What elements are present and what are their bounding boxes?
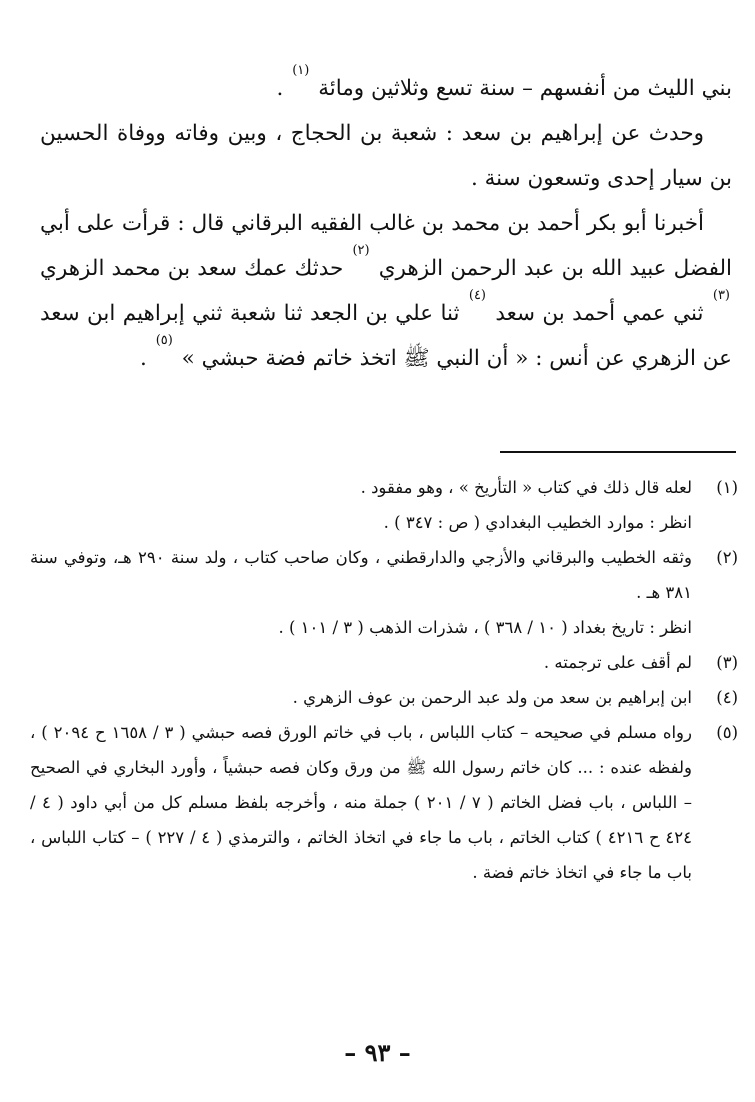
footnote-line: وثقه الخطيب والبرقاني والأزجي والدارقطني ، وكان صاحب كتاب ، ولد سنة ٢٩٠ هـ، وتوفي سنة ٣٨١ هـ . [30,548,692,602]
footnote-2 [30,540,738,645]
paragraph-2 [40,111,732,201]
footnote-line: رواه مسلم في صحيحه – كتاب اللباس ، باب في خاتم الورق فصه حبشي ( ٣ / ١٦٥٨ ح ٢٠٩٤ ) ، ولفظه عنده : ... كان خاتم رسول الله ﷺ من ورق وكان فصه حبشياً ، وأورد البخاري في الصحيح – اللباس ، باب فضل الخاتم ( ٧ / ٢٠١ ) جملة منه ، وأخرجه بلفظ مسلم كل من أبي داود ( ٤ / ٤٢٤ ح ٤٢١٦ ) كتاب الخاتم ، باب ما جاء في اتخاذ الخاتم ، والترمذي ( ٤ / ٢٢٧ ) – كتاب اللباس ، باب ما جاء في اتخاذ خاتم فضة . [30,723,693,882]
main-text [40,63,732,381]
footnote-line: لعله قال ذلك في كتاب « التأريخ » ، وهو مفقود . [360,478,692,497]
footnote-number: (٥) [716,723,738,742]
footnote-number: (١) [716,478,738,497]
text-segment: . [276,76,291,101]
footnote-number: (٤) [716,688,738,707]
text-segment: بني الليث من أنفسهم – سنة تسع وثلاثين ومائة [311,76,732,101]
footnotes [30,470,738,890]
footnote-4 [30,680,738,715]
footnote-body [30,470,692,540]
paragraph-1 [40,63,732,111]
footnote-divider [500,451,736,453]
text-segment: حدثك عمك سعد بن محمد الزهري [40,256,351,281]
text-segment: وحدث عن إبراهيم بن سعد : شعبة بن الحجاج ، وبين وفاته ووفاة الحسين بن سيار إحدى وتسعون سنة . [40,121,732,191]
footnote-body [30,680,692,715]
footnote-5 [30,715,738,890]
footnote-ref-2: (٢) [352,243,370,258]
footnote-ref-3: (٣) [712,288,730,303]
footnote-number: (٢) [716,548,738,567]
page-number: – ٩٣ – [344,1038,411,1067]
footnote-number: (٣) [716,653,738,672]
footnote-1 [30,470,738,540]
footnote-line: انظر : تاريخ بغداد ( ١٠ / ٣٦٨ ) ، شذرات الذهب ( ٣ / ١٠١ ) . [278,618,692,637]
footnote-ref-5: (٥) [155,333,173,348]
text-segment: ثني عمي أحمد بن سعد [488,301,711,326]
footnote-body [30,540,692,645]
text-segment: ثنا علي بن الجعد ثنا شعبة ثني إبراهيم ابن سعد عن الزهري عن أنس : « أن النبي ﷺ اتخذ خاتم فضة حبشي » [40,301,732,371]
footnote-line: انظر : موارد الخطيب البغدادي ( ص : ٣٤٧ ) . [383,513,692,532]
text-segment: . [140,346,154,371]
paragraph-3 [40,201,732,381]
footnote-ref-1: (١) [292,63,310,78]
footnote-line: ابن إبراهيم بن سعد من ولد عبد الرحمن بن عوف الزهري . [292,688,692,707]
footnote-3 [30,645,738,680]
footnote-body [30,715,692,890]
text-segment: أخبرنا أبو بكر أحمد بن محمد بن غالب الفقيه البرقاني قال : قرأت على أبي الفضل عبيد الله بن عبد الرحمن الزهري [40,211,732,281]
footnote-body [30,645,692,680]
footnote-line: لم أقف على ترجمته . [543,653,692,672]
footnote-ref-4: (٤) [468,288,486,303]
